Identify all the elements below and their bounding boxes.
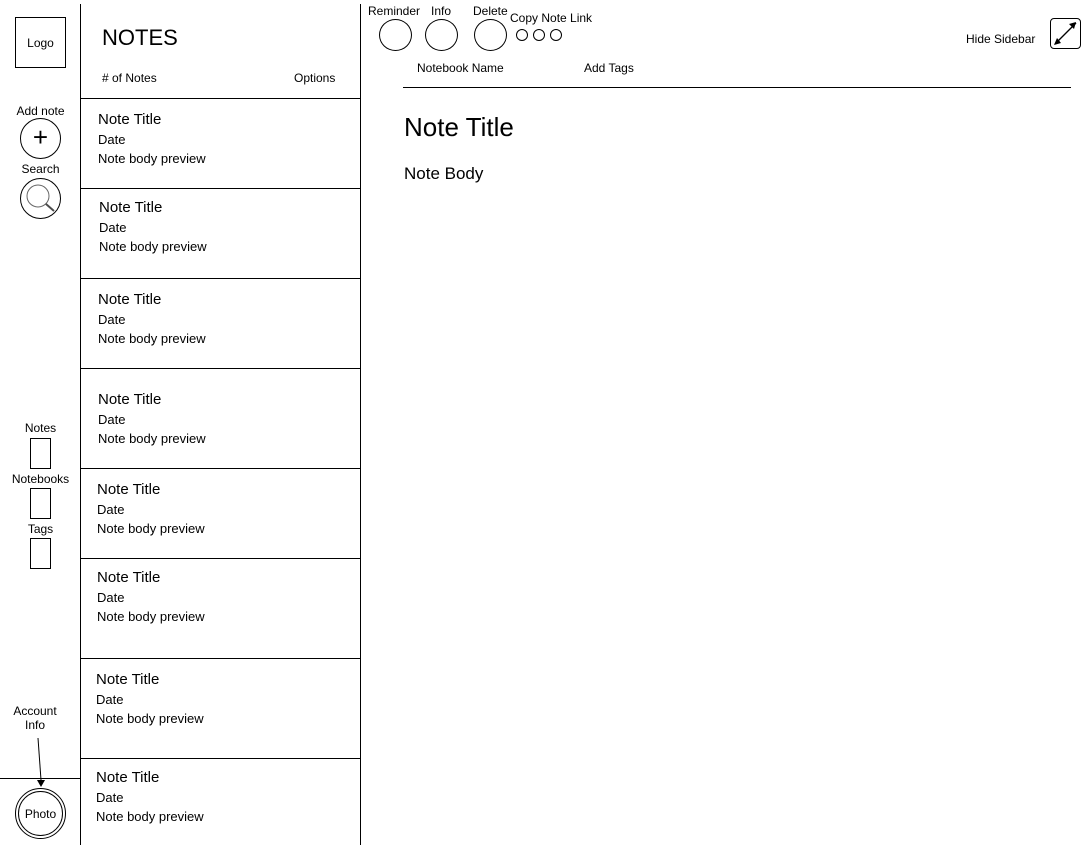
note-title: Note Title [98,391,162,408]
notes-panel-title: NOTES [102,25,178,50]
plus-icon: + [32,122,49,152]
notebook-name-selector[interactable]: Notebook Name [417,61,504,75]
add-note-button[interactable] [20,118,61,159]
nav-tags-label: Tags [27,522,54,536]
delete-label: Delete [473,4,508,18]
account-arrow-icon [30,736,50,788]
note-date: Date [99,220,127,235]
notes-panel-divider [360,4,361,845]
note-date: Date [98,132,126,147]
note-title: Note Title [97,481,161,498]
note-date: Date [98,412,126,427]
options-button[interactable]: Options [294,71,336,85]
note-preview: Note body preview [96,809,204,824]
search-icon [21,179,60,218]
hide-sidebar-button[interactable]: Hide Sidebar [966,32,1036,46]
note-preview: Note body preview [98,331,206,346]
note-list-item[interactable] [81,279,360,369]
note-title: Note Title [99,199,163,216]
note-date: Date [97,590,125,605]
logo-label: Logo [27,35,54,50]
note-date: Date [98,312,126,327]
account-info-line1: Account [13,704,57,718]
note-title: Note Title [98,111,162,128]
info-label: Info [431,4,452,18]
account-divider [0,778,81,779]
note-preview: Note body preview [96,711,204,726]
copy-link-button[interactable] [516,29,564,42]
more-dot-icon [516,29,528,41]
nav-notebooks-label: Notebooks [11,472,70,486]
note-date: Date [97,502,125,517]
note-list-item[interactable] [81,189,360,279]
note-preview: Note body preview [97,521,205,536]
more-dot-icon [550,29,562,41]
add-tags-input[interactable]: Add Tags [584,61,634,75]
expand-icon [1051,19,1080,48]
note-body-field[interactable]: Note Body [404,164,484,183]
nav-notes-button[interactable] [30,438,51,469]
account-photo[interactable] [15,788,66,839]
note-list-item[interactable] [81,659,360,759]
expand-button[interactable] [1050,18,1081,49]
note-date: Date [96,692,124,707]
note-preview: Note body preview [98,431,206,446]
delete-button[interactable] [474,19,507,51]
note-list-item[interactable] [81,99,360,189]
note-title: Note Title [97,569,161,586]
note-list-item[interactable] [81,369,360,469]
account-info-label [0,704,70,732]
editor-header-divider [403,87,1071,88]
nav-tags-button[interactable] [30,538,51,569]
search-button[interactable] [20,178,61,219]
note-title: Note Title [98,291,162,308]
account-info-line2: Info [24,718,45,732]
info-button[interactable] [425,19,458,51]
note-list-item[interactable] [81,559,360,659]
note-list-item[interactable] [81,469,360,559]
copy-link-label: Copy Note Link [510,11,593,25]
nav-notes-label: Notes [24,421,57,435]
note-title-field[interactable]: Note Title [404,112,514,142]
photo-label: Photo [24,806,57,821]
note-list-item[interactable] [81,759,360,845]
reminder-label: Reminder [368,4,421,18]
note-preview: Note body preview [97,609,205,624]
notes-count: # of Notes [102,71,157,85]
nav-notebooks-button[interactable] [30,488,51,519]
note-preview: Note body preview [98,151,206,166]
note-title: Note Title [96,671,160,688]
photo-inner [18,791,63,836]
logo [15,17,66,68]
add-note-label: Add note [16,104,65,118]
search-label: Search [21,162,60,176]
note-preview: Note body preview [99,239,207,254]
reminder-button[interactable] [379,19,412,51]
more-dot-icon [533,29,545,41]
note-title: Note Title [96,769,160,786]
note-date: Date [96,790,124,805]
